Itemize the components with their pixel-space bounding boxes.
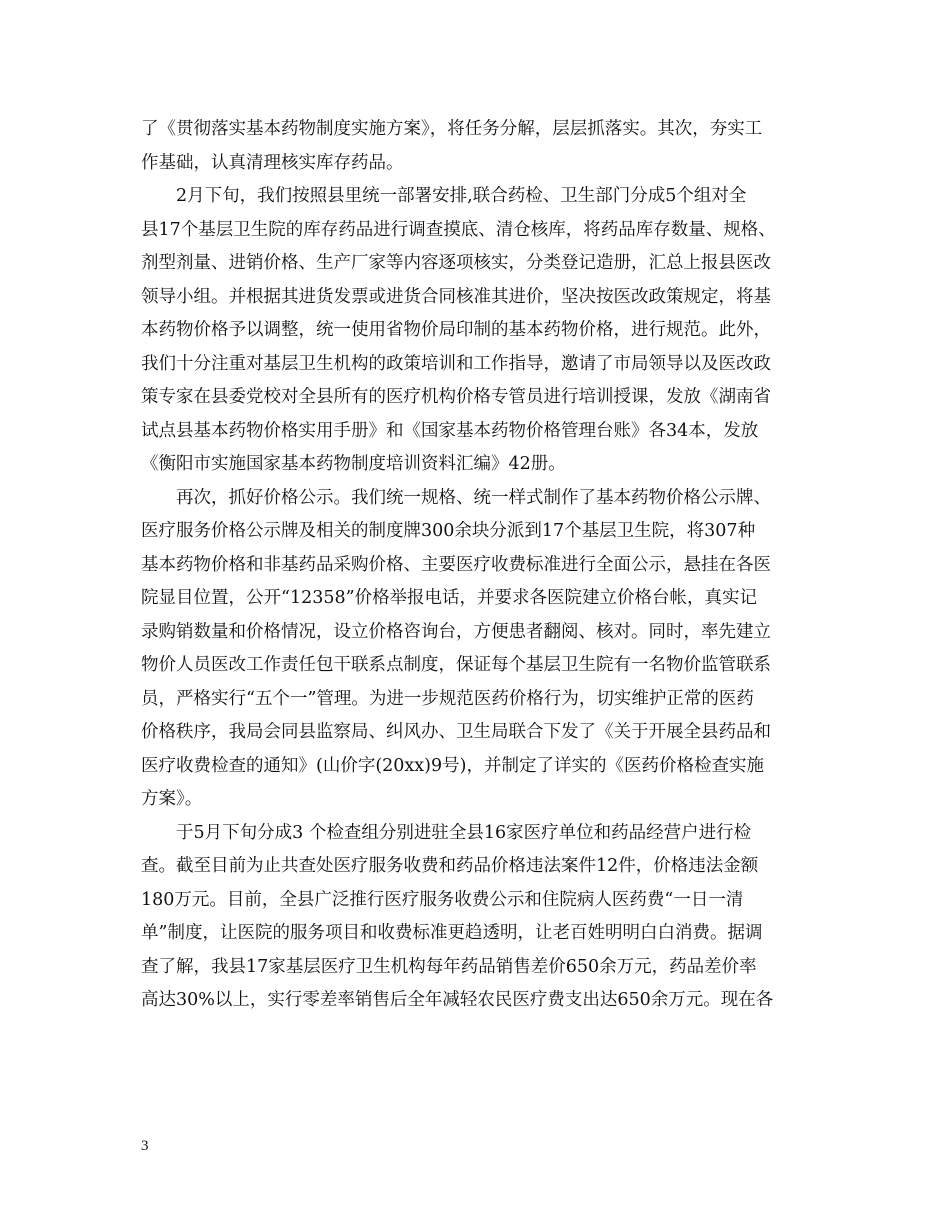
- text-line: 领导小组。并根据其进货发票或进货合同核准其进价，坚决按医改政策规定，将基: [141, 286, 771, 307]
- text-line: 物价人员医改工作责任包干联系点制度，保证每个基层卫生院有一名物价监管联系: [141, 655, 771, 675]
- page-number: 3: [141, 1138, 149, 1154]
- text-line: 高达30%以上，实行零差率销售后全年减轻农民医疗费支出达650余万元。现在各: [141, 990, 774, 1010]
- text-line: 方案》。: [141, 789, 203, 809]
- text-line: 县17个基层卫生院的库存药品进行调查摸底、清仓核库，将药品库存数量、规格、: [141, 219, 776, 240]
- text-line: 180万元。目前，全县广泛推行医疗服务收费公示和住院病人医药费“一日一清: [141, 889, 744, 910]
- text-line: 作基础，认真清理核实库存药品。: [141, 152, 404, 173]
- document-body: [141, 113, 821, 1018]
- text-line: 于5月下旬分成3 个检查组分别进驻全县16家医疗单位和药品经营户进行检: [176, 822, 752, 843]
- text-line: 价格秩序，我局会同县监察局、纠风办、卫生局联合下发了《关于开展全县药品和: [141, 722, 771, 742]
- text-line: 查。截至目前为止共查处医疗服务收费和药品价格违法案件12件，价格违法金额: [141, 856, 759, 876]
- text-line: 医疗收费检查的通知》(山价字(20xx)9号)，并制定了详实的《医药价格检查实施: [141, 755, 764, 776]
- text-line: 单”制度，让医院的服务项目和收费标准更趋透明，让老百姓明明白白消费。据调: [141, 923, 763, 943]
- text-line: 《衡阳市实施国家基本药物制度培训资料汇编》42册。: [141, 454, 566, 474]
- text-line: 录购销数量和价格情况，设立价格咨询台，方便患者翻阅、核对。同时，率先建立: [141, 621, 771, 642]
- text-line: 查了解，我县17家基层医疗卫生机构每年药品销售差价650余万元，药品差价率: [141, 956, 757, 977]
- text-line: 剂型剂量、进销价格、生产厂家等内容逐项核实，分类登记造册，汇总上报县医改: [141, 253, 771, 273]
- text-line: 基本药物价格和非基药品采购价格、主要医疗收费标准进行全面公示，悬挂在各医: [141, 554, 771, 575]
- text-line: 我们十分注重对基层卫生机构的政策培训和工作指导，邀请了市局领导以及医改政: [141, 353, 771, 374]
- text-line: 2月下旬，我们按照县里统一部署安排,联合药检、卫生部门分成5个组对全: [176, 186, 747, 206]
- text-line: 本药物价格予以调整，统一使用省物价局印制的基本药物价格，进行规范。此外，: [141, 320, 771, 340]
- text-line: 再次，抓好价格公示。我们统一规格、统一样式制作了基本药物价格公示牌、: [176, 487, 771, 508]
- text-line: 院显目位置，公开“12358”价格举报电话，并要求各医院建立价格台帐，真实记: [141, 588, 758, 608]
- text-line: 策专家在县委党校对全县所有的医疗机构价格专管员进行培训授课，发放《湖南省: [141, 387, 771, 407]
- text-line: 了《贯彻落实基本药物制度实施方案》，将任务分解，层层抓落实。其次，夯实工: [141, 119, 763, 139]
- text-line: 医疗服务价格公示牌及相关的制度牌300余块分派到17个基层卫生院，将307种: [141, 521, 756, 541]
- text-line: 员，严格实行“五个一”管理。为进一步规范医药价格行为，切实维护正常的医药: [141, 688, 754, 709]
- text-line: 试点县基本药物价格实用手册》和《国家基本药物价格管理台账》各34本，发放: [141, 420, 759, 441]
